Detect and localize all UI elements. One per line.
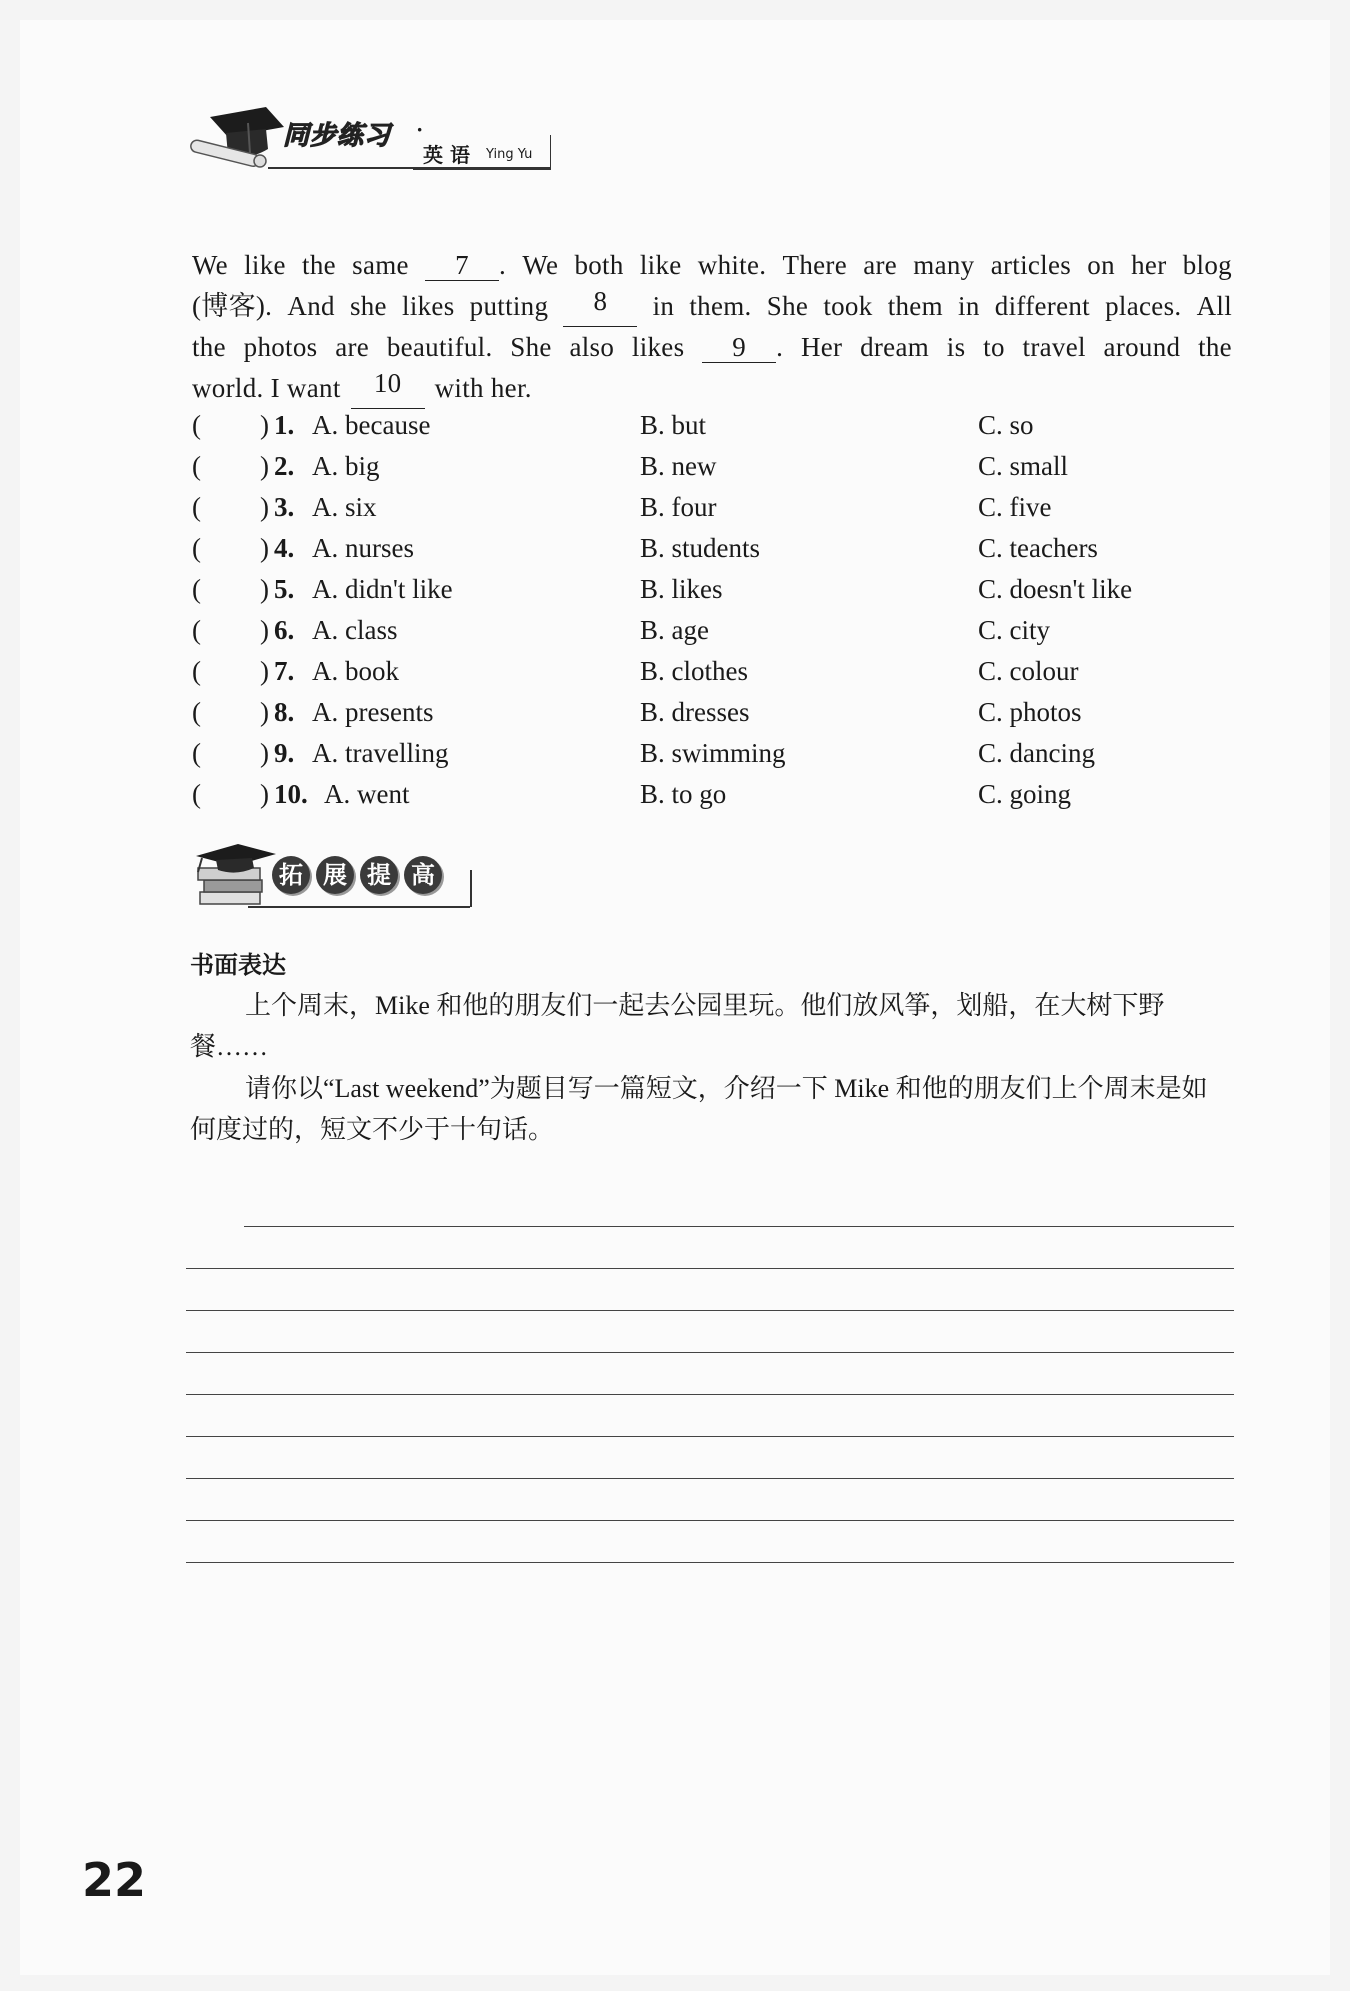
option-b: B. likes (640, 574, 723, 604)
writing-line[interactable] (186, 1269, 1234, 1311)
question-row: ( ) 6. A. class B. age C. city (192, 615, 1050, 645)
passage-line: the photos are beautiful. She also likes 9 . Her dream is to travel around the (192, 332, 1232, 362)
option-a: A. didn't like (312, 574, 453, 604)
option-b: B. age (640, 615, 709, 645)
series-brand: 同步练习 (283, 121, 392, 151)
answer-paren[interactable]: ( (192, 492, 201, 522)
answer-paren[interactable]: ( (192, 451, 201, 481)
writing-line[interactable] (186, 1395, 1234, 1437)
badge-char: 展 (316, 856, 354, 894)
task-title: 书面表达 (190, 951, 286, 979)
option-c: C. so (978, 410, 1034, 440)
subject-pinyin: Ying Yu (486, 147, 533, 162)
blank-10[interactable]: 10 (351, 368, 425, 409)
option-a: A. big (312, 451, 380, 481)
writing-line[interactable] (186, 1227, 1234, 1269)
blank-8[interactable]: 8 (563, 286, 637, 327)
answer-paren[interactable]: ( (192, 779, 201, 809)
question-row: ( ) 8. A. presents B. dresses C. photos (192, 697, 1082, 727)
writing-line[interactable] (186, 1353, 1234, 1395)
answer-paren[interactable]: ( (192, 410, 201, 440)
option-a: A. class (312, 615, 398, 645)
blank-7[interactable]: 7 (425, 250, 499, 281)
question-row: ( ) 10. A. went B. to go C. going (192, 779, 1072, 809)
question-row: ( ) 7. A. book B. clothes C. colour (192, 656, 1079, 686)
option-c: C. colour (978, 656, 1079, 686)
option-c: C. five (978, 492, 1052, 522)
badge-char: 提 (360, 856, 398, 894)
blank-9[interactable]: 9 (702, 332, 776, 363)
option-a: A. book (312, 656, 399, 686)
heading-rule (248, 906, 470, 908)
option-a: A. because (312, 410, 431, 440)
passage-line: (博客). And she likes putting 8 in them. She took them in different places. All (192, 286, 1232, 327)
subject-label: 英 语 (423, 143, 470, 167)
separator-dot: · (416, 117, 424, 142)
answer-paren[interactable]: ( (192, 738, 201, 768)
heading-rule-end (470, 870, 472, 907)
option-c: C. small (978, 451, 1069, 481)
option-b: B. swimming (640, 738, 786, 768)
option-a: A. presents (312, 697, 434, 727)
section-heading (188, 838, 473, 918)
option-c: C. teachers (978, 533, 1098, 563)
question-row: ( ) 9. A. travelling B. swimming C. dancing (192, 738, 1095, 768)
writing-line[interactable] (244, 1185, 1234, 1227)
option-b: B. new (640, 451, 717, 481)
option-a: A. six (312, 492, 377, 522)
cloze-passage (192, 245, 1232, 409)
multiple-choice-list (192, 410, 1232, 820)
writing-line[interactable] (186, 1311, 1234, 1353)
option-c: C. doesn't like (978, 574, 1133, 604)
task-instruction: 请你以“Last weekend”为题目写一篇短文，介绍一下 Mike 和他的朋友们上个周末是如何度过的，短文不少于十句话。 (190, 1074, 1208, 1144)
writing-line[interactable] (186, 1521, 1234, 1563)
option-b: B. to go (640, 779, 727, 809)
writing-line[interactable] (186, 1479, 1234, 1521)
question-row: ( ) 5. A. didn't like B. likes C. doesn't like (192, 574, 1133, 604)
writing-area[interactable] (186, 1185, 1234, 1563)
graduation-cap-icon (188, 103, 288, 175)
answer-paren[interactable]: ( (192, 533, 201, 563)
passage-line: We like the same 7 . We both like white. There are many articles on her blog (192, 250, 1232, 280)
option-c: C. photos (978, 697, 1082, 727)
option-c: C. city (978, 615, 1050, 645)
page-header (188, 103, 548, 175)
question-row: ( ) 4. A. nurses B. students C. teachers (192, 533, 1098, 563)
badge-char: 高 (404, 856, 442, 894)
option-c: C. going (978, 779, 1072, 809)
option-b: B. dresses (640, 697, 750, 727)
question-row: ( ) 2. A. big B. new C. small (192, 451, 1069, 481)
page-number: 22 (82, 1853, 147, 1907)
header-rule (268, 167, 550, 169)
option-b: B. four (640, 492, 717, 522)
answer-paren[interactable]: ( (192, 697, 201, 727)
option-b: B. but (640, 410, 707, 440)
option-a: A. travelling (312, 738, 449, 768)
option-b: B. clothes (640, 656, 748, 686)
passage-line: world. I want 10 with her. (192, 368, 1232, 409)
answer-paren[interactable]: ( (192, 656, 201, 686)
answer-paren[interactable]: ( (192, 615, 201, 645)
question-row: ( ) 3. A. six B. four C. five (192, 492, 1052, 522)
option-a: A. went (324, 779, 410, 809)
section-badges (272, 856, 442, 894)
question-row: ( ) 1. A. because B. but C. so (192, 410, 1034, 440)
answer-paren[interactable]: ( (192, 574, 201, 604)
writing-line[interactable] (186, 1437, 1234, 1479)
option-a: A. nurses (312, 533, 414, 563)
option-b: B. students (640, 533, 761, 563)
badge-char: 拓 (272, 856, 310, 894)
task-description: 上个周末，Mike 和他的朋友们一起去公园里玩。他们放风筝，划船，在大树下野餐…… (190, 991, 1165, 1061)
option-c: C. dancing (978, 738, 1095, 768)
